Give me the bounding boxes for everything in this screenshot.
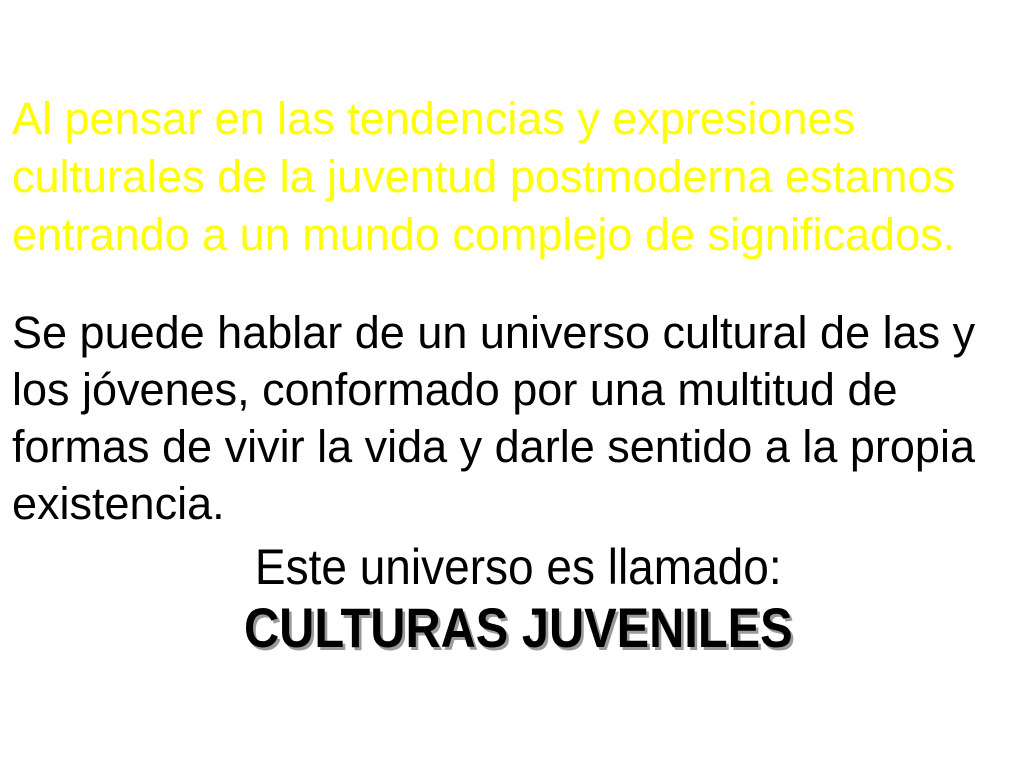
intro-paragraph — [12, 90, 955, 264]
closing-lead-text: Este universo es llamado: — [254, 539, 782, 595]
body-line-2: los jóvenes, conformado por una multitud de — [12, 364, 898, 415]
intro-line-3: entrando a un mundo complejo de significados. — [12, 209, 956, 260]
slide-title — [6, 597, 1024, 659]
body-line-1: Se puede hablar de un universo cultural de las y — [12, 307, 976, 358]
intro-line-2: culturales de la juventud postmoderna estamos — [12, 151, 956, 202]
closing-lead-line — [6, 539, 1024, 595]
body-line-4: existencia. — [12, 478, 225, 529]
body-paragraph — [12, 304, 975, 532]
intro-line-1: Al pensar en las tendencias y expresiones — [12, 93, 856, 144]
body-line-3: formas de vivir la vida y darle sentido a la propia — [12, 421, 975, 472]
slide-title-text: CULTURAS JUVENILES — [243, 596, 793, 659]
